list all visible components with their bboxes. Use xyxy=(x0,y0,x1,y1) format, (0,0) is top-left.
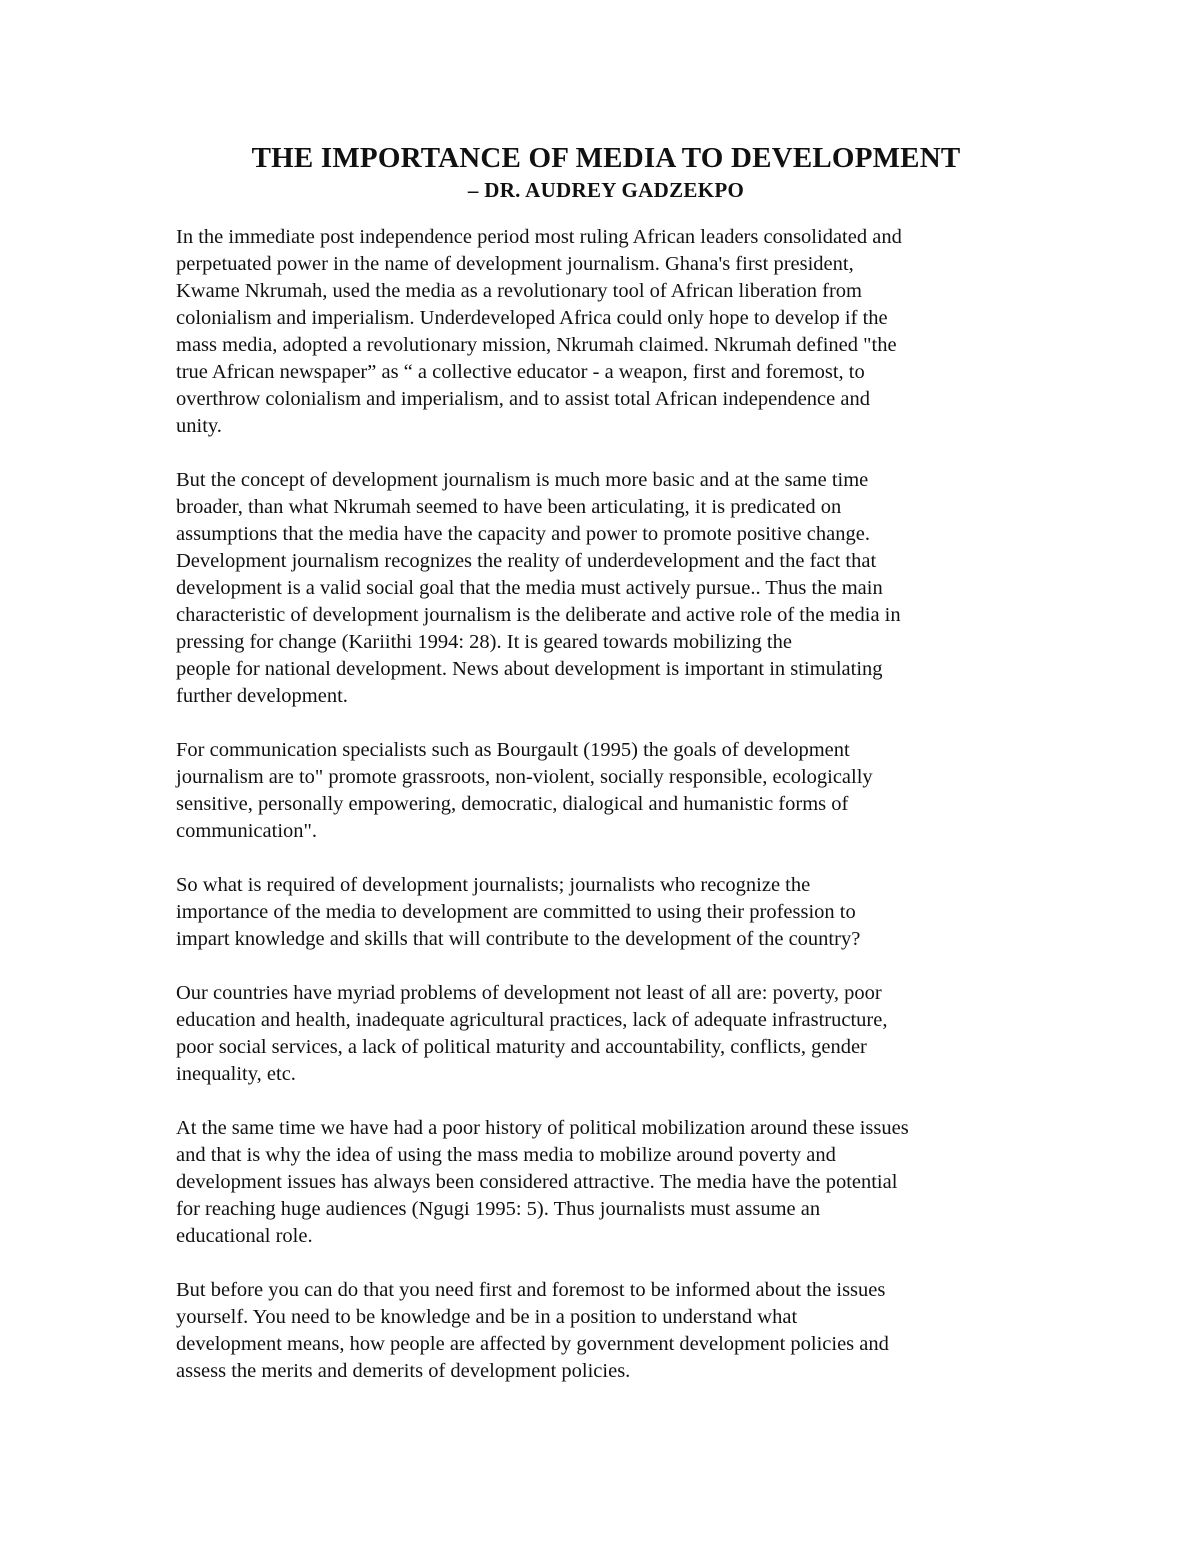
paragraph-line: pressing for change (Kariithi 1994: 28). It is geared towards mobilizing the xyxy=(176,631,792,653)
document-title: THE IMPORTANCE OF MEDIA TO DEVELOPMENT xyxy=(251,142,961,174)
paragraph-line: development issues has always been considered attractive. The media have the potential xyxy=(176,1171,898,1193)
paragraph-line: perpetuated power in the name of development journalism. Ghana's first president, xyxy=(176,253,854,275)
paragraph-line: assess the merits and demerits of development policies. xyxy=(176,1360,631,1382)
paragraph-line: further development. xyxy=(176,685,348,707)
paragraph-line: characteristic of development journalism is the deliberate and active role of the media in xyxy=(176,604,901,626)
paragraph-line: journalism are to" promote grassroots, non-violent, socially responsible, ecologically xyxy=(176,766,873,788)
paragraph-line: yourself. You need to be knowledge and be in a position to understand what xyxy=(176,1306,798,1328)
paragraph-line: development is a valid social goal that the media must actively pursue.. Thus the main xyxy=(176,577,883,599)
paragraph-line: impart knowledge and skills that will contribute to the development of the country? xyxy=(176,928,861,950)
paragraph-line: mass media, adopted a revolutionary mission, Nkrumah claimed. Nkrumah defined "the xyxy=(176,334,897,356)
paragraph-line: At the same time we have had a poor history of political mobilization around these issues xyxy=(176,1117,909,1139)
paragraph-line: for reaching huge audiences (Ngugi 1995: 5). Thus journalists must assume an xyxy=(176,1198,821,1220)
paragraph-line: unity. xyxy=(176,415,222,437)
paragraph-line: Our countries have myriad problems of development not least of all are: poverty, poor xyxy=(176,982,882,1004)
paragraph-line: assumptions that the media have the capacity and power to promote positive change. xyxy=(176,523,870,545)
paragraph-line: But the concept of development journalism is much more basic and at the same time xyxy=(176,469,869,491)
paragraph-line: poor social services, a lack of political maturity and accountability, conflicts, gender xyxy=(176,1036,867,1058)
paragraph-line: and that is why the idea of using the mass media to mobilize around poverty and xyxy=(176,1144,836,1166)
paragraph-line: broader, than what Nkrumah seemed to have been articulating, it is predicated on xyxy=(176,496,842,518)
paragraph xyxy=(176,737,1036,845)
paragraph-line: So what is required of development journalists; journalists who recognize the xyxy=(176,874,811,896)
paragraph-line: importance of the media to development are committed to using their profession to xyxy=(176,901,856,923)
paragraph-line: people for national development. News about development is important in stimulating xyxy=(176,658,883,680)
paragraph-line: colonialism and imperialism. Underdeveloped Africa could only hope to develop if the xyxy=(176,307,888,329)
document-author: – DR. AUDREY GADZEKPO xyxy=(467,178,745,202)
paragraph-line: development means, how people are affected by government development policies and xyxy=(176,1333,889,1355)
paragraph xyxy=(176,467,1036,710)
paragraph xyxy=(176,872,1036,953)
paragraph-line: educational role. xyxy=(176,1225,313,1247)
paragraph-line: communication". xyxy=(176,820,318,842)
paragraph-line: For communication specialists such as Bourgault (1995) the goals of development xyxy=(176,739,850,761)
paragraph-line: But before you can do that you need first and foremost to be informed about the issues xyxy=(176,1279,886,1301)
paragraph-line: Kwame Nkrumah, used the media as a revolutionary tool of African liberation from xyxy=(176,280,862,302)
paragraph-line: true African newspaper” as “ a collective educator - a weapon, first and foremost, to xyxy=(176,361,865,383)
document-body xyxy=(176,224,1036,1385)
paragraph-line: sensitive, personally empowering, democratic, dialogical and humanistic forms of xyxy=(176,793,849,815)
paragraph xyxy=(176,1277,1036,1385)
paragraph xyxy=(176,1115,1036,1250)
paragraph-line: inequality, etc. xyxy=(176,1063,296,1085)
paragraph-line: overthrow colonialism and imperialism, and to assist total African independence and xyxy=(176,388,870,410)
paragraph-line: In the immediate post independence period most ruling African leaders consolidated and xyxy=(176,226,902,248)
paragraph xyxy=(176,224,1036,440)
document-page xyxy=(176,140,1036,1412)
paragraph xyxy=(176,980,1036,1088)
paragraph-line: Development journalism recognizes the reality of underdevelopment and the fact that xyxy=(176,550,877,572)
paragraph-line: education and health, inadequate agricultural practices, lack of adequate infrastructure, xyxy=(176,1009,888,1031)
